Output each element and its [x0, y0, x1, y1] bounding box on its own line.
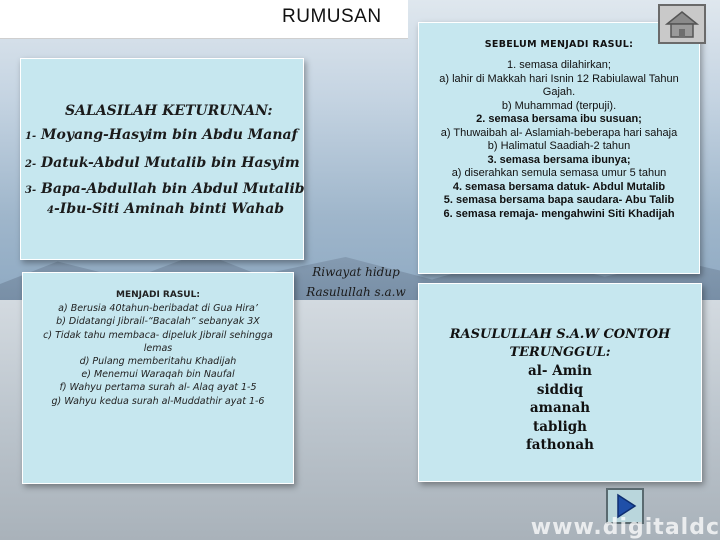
contoh-heading: TERUNGGUL: — [509, 345, 611, 360]
list-item: a) lahir di Makkah hari Isnin 12 Rabiulawal Tahun Gajah. — [439, 72, 679, 98]
list-item: 2. semasa bersama ibu susuan; — [476, 113, 642, 125]
trait-item: siddiq — [536, 381, 584, 398]
list-item: 1. semasa dilahirkan; — [507, 59, 611, 71]
list-item: 5. semasa bersama bapa saudara- Abu Talib — [443, 194, 675, 206]
salasilah-line: 4-Ibu-Siti Aminah binti Wahab — [47, 201, 285, 217]
home-icon — [660, 6, 704, 42]
list-item: d) Pulang memberitahu Khadijah — [79, 356, 237, 368]
salasilah-panel — [20, 58, 304, 260]
list-item: 3. semasa bersama ibunya; — [487, 153, 631, 166]
list-item: 4. semasa bersama datuk- Abdul Mutalib — [452, 180, 666, 193]
title-bar — [0, 0, 408, 39]
contoh-heading: RASULULLAH S.A.W CONTOH — [449, 327, 671, 342]
caption-line: Riwayat hidup — [312, 265, 400, 279]
sebelum-rasul-panel — [418, 22, 700, 274]
salasilah-heading: SALASILAH KETURUNAN: — [65, 103, 273, 119]
slide-title: RUMUSAN — [282, 6, 382, 27]
list-item: a) Thuwaibah al- Aslamiah-beberapa hari sahaja — [440, 126, 678, 139]
list-item: b) Halimatul Saadiah-2 tahun — [487, 140, 631, 152]
salasilah-line: 1- Moyang-Hasyim bin Abdu Manaf — [25, 127, 298, 143]
list-item: e) Menemui Waraqah bin Naufal — [81, 369, 235, 381]
list-item: 6. semasa remaja- mengahwini Siti Khadijah — [443, 207, 675, 220]
contoh-terunggul-panel — [418, 283, 702, 482]
salasilah-line: 3- Bapa-Abdullah bin Abdul Mutalib — [25, 181, 305, 197]
caption-line: Rasulullah s.a.w — [306, 285, 406, 299]
trait-item: tabligh — [533, 418, 587, 435]
trait-item: amanah — [529, 400, 591, 416]
trait-item: fathonah — [526, 437, 594, 453]
list-item: c) Tidak tahu membaca- dipeluk Jibrail sehingga lemas — [43, 329, 273, 354]
list-item: a) Berusia 40tahun-beribadat di Gua Hira’ — [58, 303, 258, 315]
sebelum-rasul-title: SEBELUM MENJADI RASUL: — [484, 39, 634, 50]
salasilah-line: 2- Datuk-Abdul Mutalib bin Hasyim — [25, 155, 300, 171]
menjadi-rasul-panel — [22, 272, 294, 484]
home-button[interactable] — [658, 4, 706, 44]
list-item: b) Didatangi Jibrail-“Bacalah” sebanyak 3X — [56, 316, 260, 328]
menjadi-rasul-list — [29, 287, 287, 408]
sebelum-rasul-list — [425, 59, 693, 221]
list-item: g) Wahyu kedua surah al-Muddathir ayat 1-6 — [51, 395, 265, 407]
menjadi-rasul-title: MENJADI RASUL: — [116, 290, 200, 300]
list-item: a) diserahkan semula semasa umur 5 tahun — [451, 167, 667, 179]
center-caption — [296, 262, 416, 302]
trait-item: al- Amin — [528, 363, 592, 379]
list-item: b) Muhammad (terpuji). — [501, 99, 617, 112]
watermark: www.digitaldc — [530, 515, 720, 540]
contoh-terunggul-content — [423, 326, 697, 455]
list-item: f) Wahyu pertama surah al- Alaq ayat 1-5 — [59, 382, 257, 394]
